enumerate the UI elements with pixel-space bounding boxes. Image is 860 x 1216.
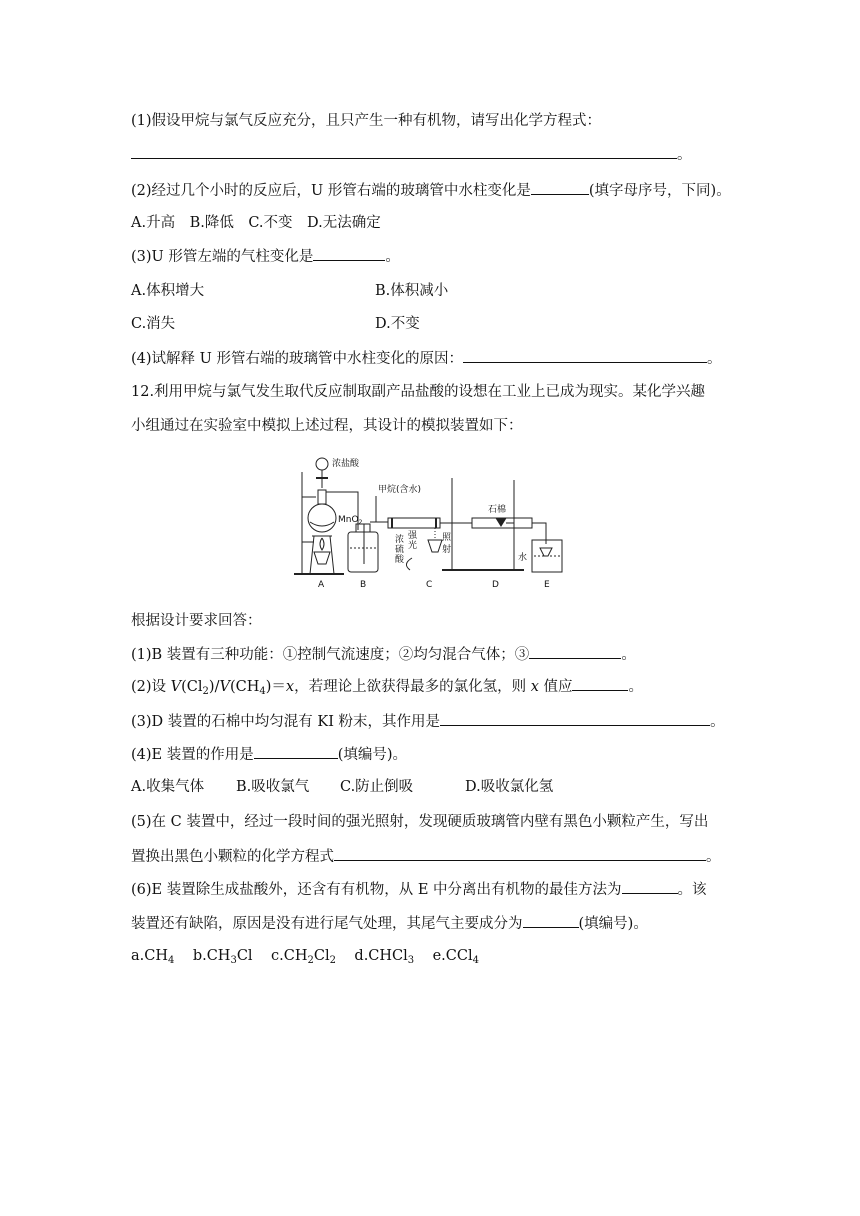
inverted-funnel [540, 548, 552, 556]
lamp-cord [406, 558, 412, 570]
q12-answer-intro: 根据设计要求回答： [131, 613, 262, 629]
label-ch4: 甲烷(含水) [378, 485, 422, 495]
q12-option-b: B.吸收氯气 [236, 779, 310, 795]
label-water: 水 [518, 553, 528, 563]
q12-sub4: (4)E 装置的作用是 (填编号)。 [131, 744, 407, 765]
q12-option-d: D.吸收氯化氢 [465, 779, 554, 795]
q12-sub6-line2: 装置还有缺陷，原因是没有进行尾气处理，其尾气主要成分为 (填编号)。 [131, 913, 648, 934]
q11-part1: (1)假设甲烷与氯气反应充分，且只产生一种有机物，请写出化学方程式： [131, 113, 602, 129]
q12-sub2: (2)设 $V(Cl_2)/V(CH_4)=x$，若理论上欲获得最多的氯化氢，则 x 值应 。 [131, 676, 643, 697]
q11-option-d: D.不变 [375, 316, 420, 332]
q11-option-b: B.体积减小 [375, 283, 449, 299]
answer-blank[interactable] [529, 644, 621, 659]
label-conc-h2so4-1: 浓 [395, 535, 405, 545]
q12-sub5-line1: (5)在 C 装置中，经过一段时间的强光照射，发现硬质玻璃管内壁有黑色小颗粒产生，写出 [131, 814, 709, 830]
answer-blank[interactable] [334, 846, 706, 861]
q12-sub6-line1: (6)E 装置除生成盐酸外，还含有有机物，从 E 中分离出有机物的最佳方法为 。该 [131, 879, 707, 900]
answer-blank[interactable] [523, 913, 579, 928]
label-conc-h2so4-3: 酸 [395, 555, 405, 565]
flask-liquid-a [310, 522, 334, 526]
q12-option-a: A.收集气体 [131, 779, 205, 795]
q12-sub3: (3)D 装置的石棉中均匀混有 KI 粉末，其作用是 。 [131, 711, 725, 732]
asbestos [496, 518, 506, 526]
option-d-chcl3: d.CHCl$_3$ [354, 948, 415, 966]
label-irradiate-2: 射 [442, 545, 452, 555]
label-b: B [360, 580, 367, 590]
label-mno2: MnO$_2$ [338, 515, 363, 526]
label-a: A [318, 580, 325, 590]
answer-blank[interactable] [531, 180, 589, 195]
lamp [428, 540, 442, 552]
burner [314, 552, 330, 564]
label-irradiate-1: 照 [442, 533, 452, 543]
q12-intro-line1: 12.利用甲烷与氯气发生取代反应制取副产品盐酸的设想在工业上已成为现实。某化学兴趣 [131, 384, 706, 400]
label-asbestos: 石棉 [488, 505, 507, 515]
answer-blank[interactable] [313, 246, 385, 261]
q11-option-a: A.体积增大 [131, 283, 205, 299]
q12-option-c: C.防止倒吸 [340, 779, 414, 795]
answer-blank[interactable] [572, 676, 628, 691]
answer-blank[interactable] [254, 744, 338, 759]
label-strong-light-2: 光 [408, 541, 418, 551]
q11-part3: (3)U 形管左端的气柱变化是 。 [131, 246, 400, 267]
q11-option-c: C.消失 [131, 316, 176, 332]
label-c: C [426, 580, 433, 590]
q12-sub1: (1)B 装置有三种功能：①控制气流速度；②均匀混合气体；③ 。 [131, 644, 636, 665]
option-a-ch4: $a.CH_4$ [131, 948, 175, 966]
q11-part1-answer-line: 。 [131, 144, 692, 165]
flask-a [308, 504, 336, 532]
q12-sub5-line2: 置换出黑色小颗粒的化学方程式 。 [131, 846, 721, 867]
label-strong-light-1: 强 [408, 531, 418, 541]
answer-blank[interactable] [131, 144, 677, 159]
option-c-ch2cl2: $c.CH_2Cl_2$ [271, 948, 336, 966]
option-e-ccl4: e.CCl$_4$ [432, 948, 479, 966]
reaction-tube-c [388, 518, 440, 528]
apparatus-diagram [292, 452, 568, 592]
bottle-b [348, 532, 378, 572]
flask-neck-a [318, 490, 326, 504]
answer-blank[interactable] [622, 879, 678, 894]
label-d: D [492, 580, 499, 590]
q12-intro-line2: 小组通过在实验室中模拟上述过程，其设计的模拟装置如下： [131, 418, 523, 434]
q11-part2: (2)经过几个小时的反应后，U 形管右端的玻璃管中水柱变化是 (填字母序号，下同)。 [131, 180, 731, 201]
answer-blank[interactable] [463, 348, 707, 363]
option-b-ch3cl: $b.CH_3Cl$ [192, 948, 253, 966]
tripod-leg [330, 536, 334, 574]
flame [320, 538, 324, 550]
answer-blank[interactable] [440, 711, 710, 726]
q12-sub6-options [131, 946, 479, 966]
tube-d-e [532, 523, 546, 544]
label-hcl: 浓盐酸 [332, 459, 360, 469]
q11-part4: (4)试解释 U 形管右端的玻璃管中水柱变化的原因： 。 [131, 348, 721, 369]
q11-part2-options: A.升高 B.降低 C.不变 D.无法确定 [131, 215, 381, 231]
label-conc-h2so4-2: 硫 [395, 545, 405, 555]
separatory-funnel [316, 458, 328, 470]
label-e: E [544, 580, 550, 590]
